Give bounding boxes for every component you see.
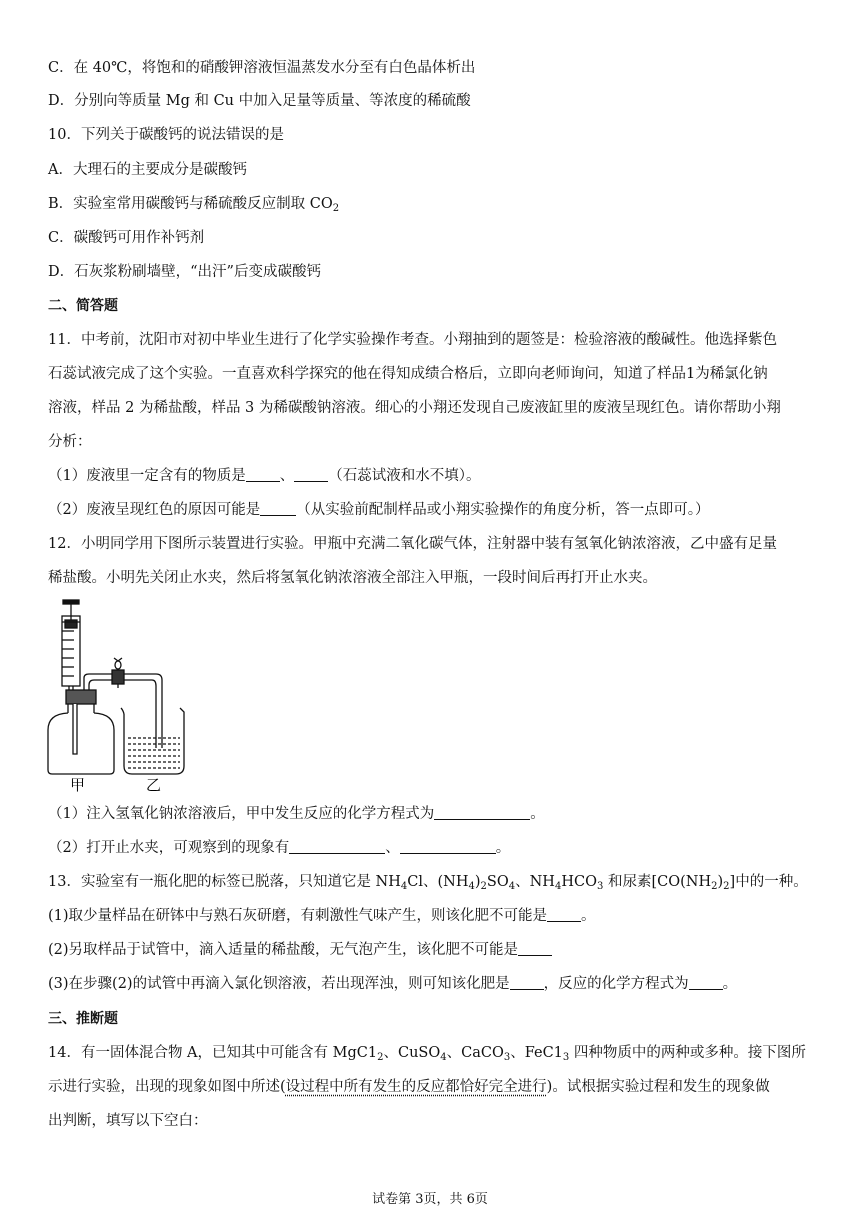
question-11-part-1 — [48, 466, 480, 486]
stem-text: 13．实验室有一瓶化肥的标签已脱落，只知道它是 NH — [48, 874, 401, 890]
answer-blank[interactable] — [289, 839, 385, 854]
question-14-line-2 — [48, 1077, 770, 1097]
answer-blank[interactable] — [400, 839, 496, 854]
part-text: ，反应的化学方程式为 — [543, 976, 689, 992]
question-12-part-1 — [48, 804, 545, 824]
question-13-stem — [48, 872, 808, 892]
answer-blank[interactable] — [434, 805, 530, 820]
stem-text: 和尿素[CO(NH — [603, 874, 712, 890]
stem-text: ) — [474, 874, 481, 890]
subscript: 4 — [508, 881, 516, 892]
option-d-q9: D．分别向等质量 Mg 和 Cu 中加入足量等质量、等浓度的稀硫酸 — [48, 93, 471, 109]
subscript: 2 — [480, 881, 487, 892]
question-13-part-3 — [48, 974, 737, 994]
answer-blank[interactable] — [518, 941, 552, 956]
figure-label-jia: 甲 — [70, 776, 86, 794]
subscript: 3 — [596, 881, 604, 892]
answer-blank[interactable] — [246, 467, 280, 482]
subscript: 2 — [723, 881, 730, 892]
part-text: (2)另取样品于试管中，滴入适量的稀盐酸，无气泡产生，该化肥不可能是 — [48, 942, 519, 958]
plunger-handle — [63, 600, 79, 604]
water-clamp — [112, 670, 124, 684]
section-heading-2: 二、简答题 — [48, 298, 118, 314]
stem-text: 14．有一固体混合物 A，已知其中可能含有 MgC1 — [48, 1045, 378, 1061]
subscript: 4 — [554, 881, 562, 892]
stem-text: 、NH — [515, 874, 555, 890]
question-13-part-1 — [48, 906, 596, 926]
stem-text: 四种物质中的两种或多种。接下图所 — [569, 1045, 806, 1061]
subscript: 4 — [400, 881, 408, 892]
separator: 、 — [279, 468, 295, 484]
subscript: 2 — [377, 1052, 384, 1063]
stem-text: 、CaCO — [446, 1045, 504, 1061]
question-11-line-3: 溶液，样品 2 为稀盐酸，样品 3 为稀碳酸钠溶液。细心的小翔还发现自己废液缸里的废液呈现红色。请你帮助小翔 — [48, 400, 781, 416]
option-d-q10: D．石灰浆粉刷墙壁，“出汗”后变成碳酸钙 — [48, 264, 321, 280]
question-14-line-1 — [48, 1043, 806, 1063]
part-text: (1)取少量样品在研钵中与熟石灰研磨，有刺激性气味产生，则该化肥不可能是 — [48, 908, 548, 924]
option-c-q10: C．碳酸钙可用作补钙剂 — [48, 230, 205, 246]
question-11-part-2 — [48, 500, 709, 520]
bottle-jia — [48, 713, 114, 774]
syringe-needle — [73, 704, 77, 754]
option-b-q10 — [48, 194, 339, 214]
subscript: 3 — [562, 1052, 570, 1063]
question-12-part-2 — [48, 838, 510, 858]
subscript: 2 — [332, 203, 340, 214]
part-text: （2）打开止水夹，可观察到的现象有 — [48, 840, 290, 856]
option-c-q9: C．在 40℃，将饱和的硝酸钾溶液恒温蒸发水分至有白色晶体析出 — [48, 60, 476, 76]
subscript: 4 — [468, 881, 475, 892]
separator: 、 — [385, 840, 400, 856]
figure-label-yi: 乙 — [146, 776, 162, 794]
stem-text: SO — [486, 874, 509, 890]
stopper — [66, 690, 96, 704]
subscript: 2 — [711, 881, 718, 892]
part-text: 。 — [495, 840, 511, 856]
experiment-apparatus-figure — [44, 598, 204, 798]
question-10-stem: 10．下列关于碳酸钙的说法错误的是 — [48, 127, 284, 143]
stem-text: ]中的一种。 — [729, 874, 808, 890]
answer-blank[interactable] — [294, 467, 328, 482]
stem-text: 、CuSO — [383, 1045, 441, 1061]
stem-text: 示进行实验，出现的现象如图中所述( — [48, 1079, 286, 1095]
page-footer: 试卷第 3页，共 6页 — [372, 1192, 488, 1207]
question-12-line-2: 稀盐酸。小明先关闭止水夹，然后将氢氧化钠浓溶液全部注入甲瓶，一段时间后再打开止水夹。 — [48, 570, 657, 586]
question-12-line-1: 12．小明同学用下图所示装置进行实验。甲瓶中充满二氧化碳气体，注射器中装有氢氧化钠浓溶液，乙中盛有足量 — [48, 536, 777, 552]
stem-text: )。试根据实验过程和发生的现象做 — [546, 1079, 770, 1095]
emphasized-text: 设过程中所有发生的反应都恰好完全进行 — [285, 1079, 547, 1095]
answer-blank[interactable] — [260, 501, 296, 516]
part-text: （1）注入氢氧化钠浓溶液后，甲中发生反应的化学方程式为 — [48, 806, 435, 822]
question-14-line-3: 出判断，填写以下空白： — [48, 1113, 208, 1129]
option-b-text: B．实验室常用碳酸钙与稀硫酸反应制取 CO — [48, 196, 333, 212]
beaker-yi — [124, 708, 184, 774]
part-text: （2）废液呈现红色的原因可能是 — [48, 502, 261, 518]
part-text: （石蕊试液和水不填）。 — [328, 468, 481, 484]
part-text: （1）废液里一定含有的物质是 — [48, 468, 246, 484]
part-text: (3)在步骤(2)的试管中再滴入氯化钡溶液，若出现浑浊，则可知该化肥是 — [48, 976, 510, 992]
stem-text: 、FeC1 — [510, 1045, 563, 1061]
section-heading-3: 三、推断题 — [48, 1011, 118, 1027]
question-13-part-2 — [48, 940, 552, 960]
part-text: 。 — [530, 806, 545, 822]
answer-blank[interactable] — [689, 975, 723, 990]
stem-text: Cl、(NH — [407, 874, 469, 890]
option-a-q10: A．大理石的主要成分是碳酸钙 — [48, 162, 247, 178]
subscript: 3 — [503, 1052, 511, 1063]
question-11-line-1: 11．中考前，沈阳市对初中毕业生进行了化学实验操作考查。小翔抽到的题签是：检验溶液的酸碱性。他选择紫色 — [48, 332, 777, 348]
answer-blank[interactable] — [510, 975, 544, 990]
subscript: 4 — [440, 1052, 447, 1063]
question-11-line-4: 分析： — [48, 434, 92, 450]
part-text: 。 — [581, 908, 596, 924]
part-text: （从实验前配制样品或小翔实验操作的角度分析，答一点即可。） — [296, 502, 710, 518]
stem-text: ) — [717, 874, 724, 890]
answer-blank[interactable] — [547, 907, 581, 922]
part-text: 。 — [722, 976, 738, 992]
stem-text: HCO — [561, 874, 597, 890]
question-11-line-2: 石蕊试液完成了这个实验。一直喜欢科学探究的他在得知成绩合格后，立即向老师询问，知道了样品1为稀氯化钠 — [48, 366, 768, 382]
